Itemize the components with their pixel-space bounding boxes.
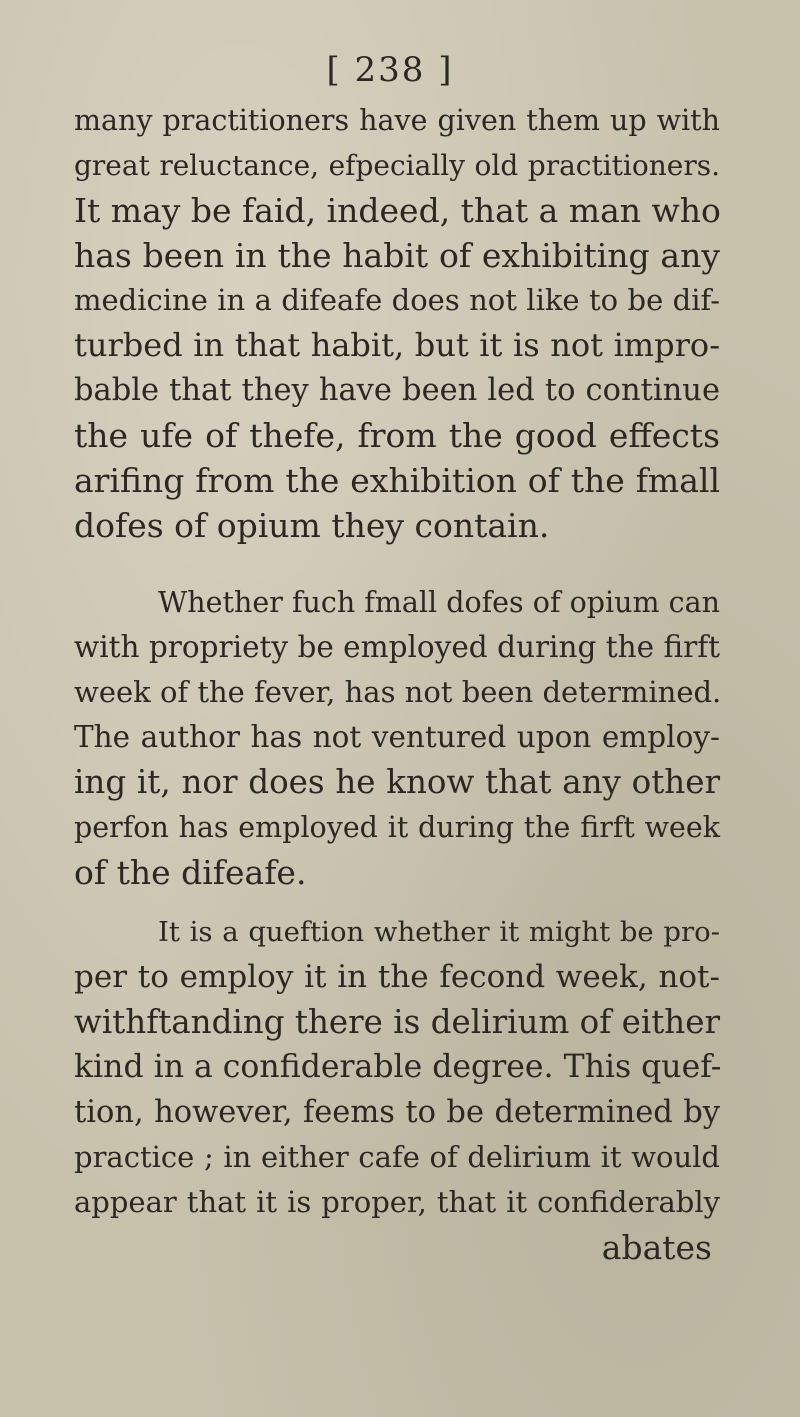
text-line: many practitioners have given them up with	[74, 104, 720, 137]
text-line: has been in the habit of exhibiting any	[74, 236, 720, 275]
text-line: with propriety be employed during the firft	[74, 630, 720, 664]
text-line: dofes of opium they contain.	[74, 506, 550, 545]
page-number: [ 238 ]	[326, 50, 454, 90]
text-line: Whether fuch fmall dofes of opium can	[158, 586, 720, 619]
text-line: tion, however, feems to be determined by	[74, 1095, 720, 1130]
text-line: ing it, nor does he know that any other	[74, 763, 720, 801]
text-line: perfon has employed it during the firft week	[74, 811, 720, 844]
text-line: It is a queftion whether it might be pro-	[158, 916, 720, 948]
text-line: the ufe of thefe, from the good effects	[74, 416, 720, 455]
text-line: turbed in that habit, but it is not impro-	[74, 326, 720, 364]
catchword: abates	[601, 1228, 712, 1267]
text-line: The author has not ventured upon employ-	[74, 720, 720, 754]
text-line: bable that they have been led to continue	[74, 373, 720, 408]
text-line: It may be faid, indeed, that a man who	[74, 191, 721, 230]
text-line: of the difeafe.	[74, 853, 307, 892]
text-line: practice ; in either cafe of delirium it would	[74, 1140, 720, 1174]
text-line: medicine in a difeafe does not like to be dif-	[74, 283, 720, 317]
text-line: withftanding there is delirium of either	[74, 1003, 720, 1041]
text-line: week of the fever, has not been determined.	[74, 675, 722, 709]
text-line: great reluctance, efpecially old practitioners.	[74, 149, 720, 182]
paragraph-1	[74, 98, 720, 548]
text-line: arifing from the exhibition of the fmall	[74, 461, 720, 500]
text-line: kind in a confiderable degree. This quef-	[74, 1049, 722, 1085]
text-line: appear that it is proper, that it confiderably	[74, 1185, 720, 1219]
paragraph-3	[74, 910, 720, 1270]
paragraph-2	[74, 580, 720, 895]
text-line: per to employ it in the fecond week, not-	[74, 959, 720, 995]
